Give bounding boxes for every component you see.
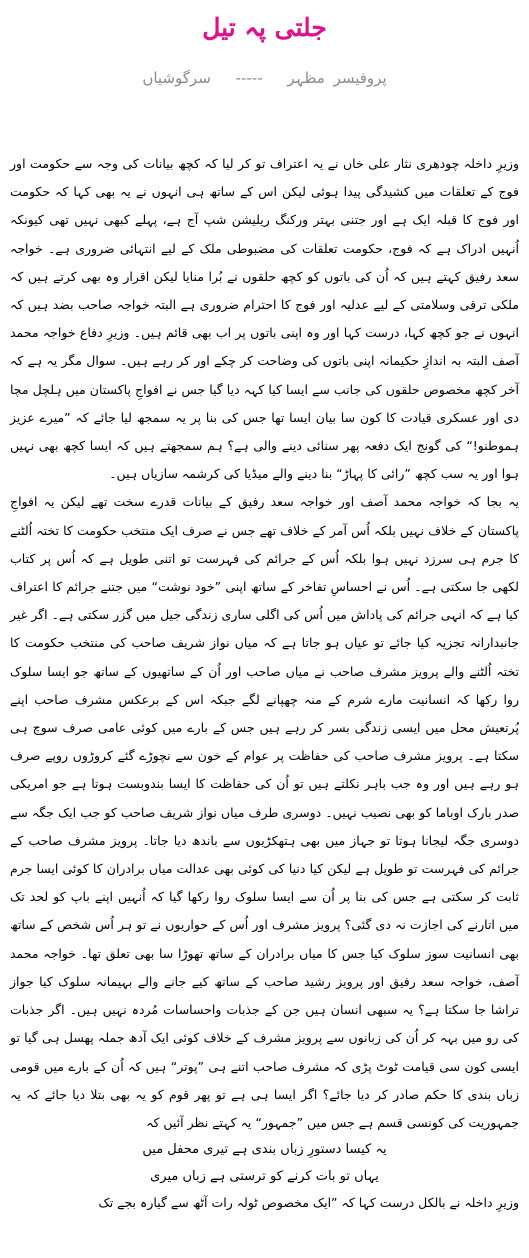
article-paragraph: یہ بجا کہ خواجہ محمد آصف اور خواجہ سعد رفیق کے بیانات قدرے سخت تھے لیکن یہ افواجِ پاکستان کے خلاف نہیں بلکہ اُس آمر کے خلاف تھے جس نے صرف ایک منتخب حکومت کا تختہ اُلٹنے کا جرم ہی سرزد نہیں ہوا بلکہ اُس کے جرائم کی فہرست تو اتنی طویل ہے کہ اُس پر کتاب لکھی جا سکتی ہے۔ اُس نے احساسِ تفاخر کے ساتھ اپنی ”خود نوشت“ میں جتنے جرائم کا اعتراف کیا ہے کہ انہی جرائم کی پاداش میں اُس کی اگلی ساری زندگی جیل میں گزر سکتی ہے۔ اگر غیر جانبدارانہ تجزیہ کیا جائے تو عیاں ہو جاتا ہے کہ میاں نواز شریف صاحب کی منتخب حکومت کا تختہ اُلٹنے والے پرویز مشرف صاحب نے میاں صاحب اور اُن کے ساتھیوں کے ساتھ جو ایسا سلوک روا رکھا کہ انسانیت مارے شرم کے منہ چھپانے لگے جبکہ اس کے برعکس مشرف صاحب اپنے پُرتعیش محل میں ایسی زندگی بسر کر رہے ہیں جس کے بارے میں کوئی عامی صرف سوچ ہی سکتا ہے۔ پرویز مشرف صاحب کی حفاظت پر عوام کے خون سے نچوڑے گئے کروڑوں روپے صرف ہو رہے ہیں اور وہ جب باہر نکلتے ہیں تو اُن کی حفاظت کا ایسا بندوبست ہوتا ہے جو امریکی صدر بارک اوباما کو بھی نصیب نہیں۔ دوسری طرف میاں نواز شریف صاحب کو جب ایک جگہ سے دوسری جگہ لیجانا ہوتا تو جہاز میں بھی ہتھکڑیوں سے باندھ دیا جاتا۔ پرویز مشرف صاحب کے جرائم کی فہرست تو طویل ہے لیکن کیا دنیا کی کوئی بھی عدالت میاں برادران کا کوئی ایسا جرم ثابت کر سکتی ہے جس کی بنا پر اُن سے ایسا سلوک روا رکھا گیا کہ اُنہیں اپنے باپ کو لحد تک میں اتارنے کی اجازت نہ دی گئی؟ پرویز مشرف اور اُس کے حواریوں نے تو ہر اُس شخص کے ساتھ بھی انسانیت سوز سلوک کیا جس کا میاں برادران کے ساتھ تھوڑا سا بھی تعلق تھا۔ خواجہ محمد آصف، خواجہ سعد رفیق اور پرویز رشید صاحب کے ساتھ کیے جانے والے بہیمانہ سلوک کیا جواز تراشا جا سکتا ہے؟ یہ سبھی انسان ہیں جن کے جذبات واحساسات مُردہ نہیں ہیں۔ اگر جذبات کی رو میں بہہ کر اُن کی زبانوں سے پرویز مشرف کے خلاف کوئی ایک آدھ جملہ پھسل ہی گیا تو ایسی کون سی قیامت ٹوٹ پڑی کہ مشرف صاحب اتنے ہی ”پوتر“ ہیں کہ اُن کے بارے میں قومی زباں بندی کا حکم صادر کر دیا جائے؟ اگر ایسا ہی ہے تو پھر قوم کو یہ بھی بتلا دیا جائے کہ یہ جمہوریت کی کونسی قسم ہے جس میں ”جمہور“ یہ کہتے نظر آئیں کہ [10, 494, 519, 1130]
article-closing-line: وزیرِ داخلہ نے بالکل درست کہا کہ ”ایک مخصوص ٹولہ رات آٹھ سے گیارہ بجے تک [98, 1195, 519, 1211]
article-byline [10, 68, 519, 94]
article-body [10, 150, 519, 1216]
byline-author: پروفیسر مظہر [287, 69, 387, 87]
verse-line: یہ کیسا دستورِ زباں بندی ہے تیری محفل میں [142, 1142, 387, 1158]
byline-separator: ----- [235, 69, 263, 87]
article-title: جلتی پہ تیل [202, 13, 327, 42]
verse-line: یہاں تو بات کرنے کو ترستی ہے زباں میری [150, 1168, 379, 1184]
byline-column: سرگوشیاں [142, 69, 211, 87]
article-paragraph: وزیرِ داخلہ چودھری نثار علی خاں نے یہ اعتراف تو کر لیا کہ کچھ بیانات کی وجہ سے حکومت اور فوج کے تعلقات میں کشیدگی پیدا ہوئی لیکن اس کے ساتھ ہی انہوں نے یہ بھی کہا کہ حکومت اور فوج کا قبلہ ایک ہے اور جتنی بہتر ورکنگ ریلیشن شپ آج ہے، پہلے کبھی نہیں تھی کیونکہ اُنہیں ادراک ہے کہ فوج، حکومت تعلقات کی مضبوطی ملک کے لیے انتہائی ضروری ہے۔ خواجہ سعد رفیق کہتے ہیں کہ اُن کی باتوں کو کچھ حلقوں نے بُرا منایا لیکن اقرار وہ بھی کرتے ہیں کہ ملکی ترقی وسلامتی کے لیے عدلیہ اور فوج کا احترام ضروری ہے البتہ خواجہ صاحب بضد ہیں کہ انہوں نے جو کچھ کہا، درست کہا اور وہ اپنی باتوں پر اب بھی قائم ہیں۔ وزیرِ دفاع خواجہ محمد آصف البتہ بہ اندازِ حکیمانہ اپنی باتوں کی وضاحت کر چکے اور کر رہے ہیں۔ سوال مگر یہ ہے کہ آخر کچھ مخصوص حلقوں کی جانب سے ایسا کیا کہہ دیا گیا جس نے افواجِ پاکستان میں ہلچل مچا دی اور عسکری قیادت کا کون سا بیان ایسا تھا جس کی بنا پر یہ سمجھ لیا جائے کہ ”میرے عزیز ہموطنو!“ کی گونج ایک دفعہ پھر سنائی دینے والی ہے؟ ہم سمجھتے ہیں کہ ایسا کچھ بھی نہیں ہوا اور یہ سب کچھ ”رائی کا پہاڑ“ بنا دینے والے میڈیا کی کرشمہ سازیاں ہیں۔ [10, 156, 519, 482]
